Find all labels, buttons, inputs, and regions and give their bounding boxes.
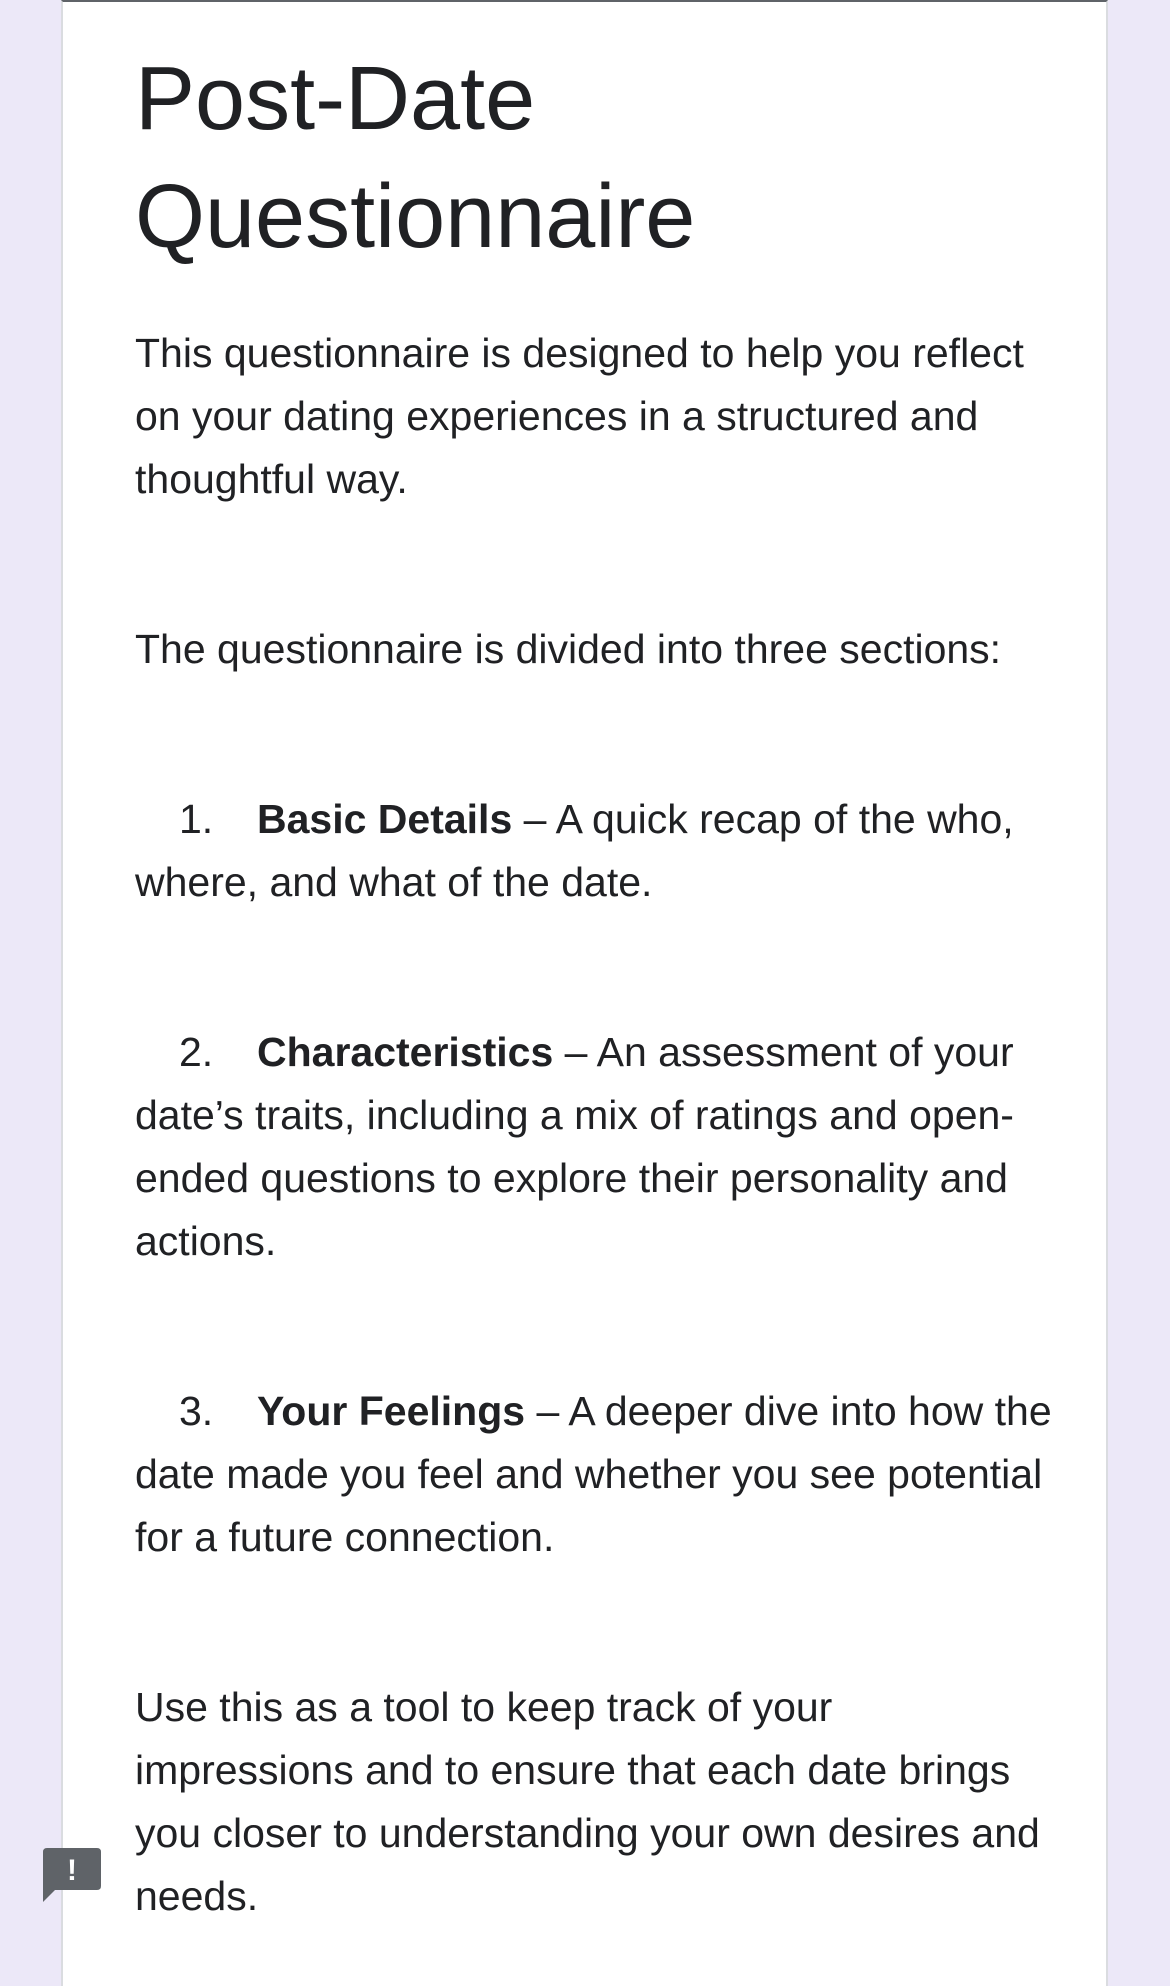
section-list-item bbox=[135, 1380, 1055, 1569]
section-description: – A deeper dive into how the date made you feel and whether you see potential for a future connection. bbox=[135, 1388, 1052, 1560]
section-name: Your Feelings bbox=[257, 1388, 526, 1434]
form-header-card bbox=[61, 0, 1108, 1986]
section-list-item bbox=[135, 788, 1055, 914]
form-header-content bbox=[135, 40, 1055, 1928]
section-description: – An assessment of your date’s traits, including a mix of ratings and open-ended questions to explore their personality and actions. bbox=[135, 1029, 1014, 1264]
section-name: Characteristics bbox=[257, 1029, 554, 1075]
section-name: Basic Details bbox=[257, 796, 513, 842]
list-number: 2. bbox=[179, 1029, 214, 1075]
description-sections-intro: The questionnaire is divided into three sections: bbox=[135, 626, 1002, 672]
form-description bbox=[135, 322, 1055, 1928]
list-number: 3. bbox=[179, 1388, 214, 1434]
report-glyph: ! bbox=[67, 1854, 77, 1887]
list-number: 1. bbox=[179, 796, 214, 842]
form-title: Post-Date Questionnaire bbox=[135, 49, 696, 267]
report-problem-button[interactable] bbox=[41, 1846, 103, 1904]
section-description: – A quick recap of the who, where, and what of the date. bbox=[135, 796, 1014, 905]
report-problem-icon bbox=[41, 1846, 103, 1904]
section-list-item bbox=[135, 1021, 1055, 1273]
description-closing: Use this as a tool to keep track of your impressions and to ensure that each date brings you closer to understanding your own desires and needs. bbox=[135, 1684, 1040, 1919]
description-intro: This questionnaire is designed to help you reflect on your dating experiences in a structured and thoughtful way. bbox=[135, 330, 1024, 502]
